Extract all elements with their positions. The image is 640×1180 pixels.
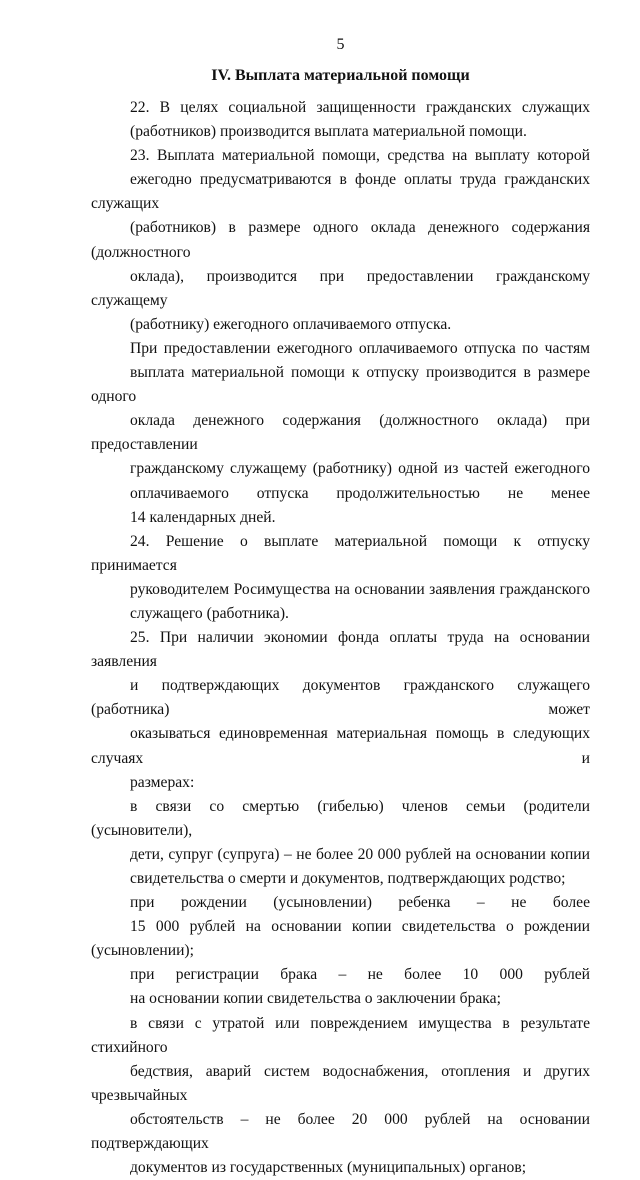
text-line: (работников) в размере одного оклада денежного содержания (должностного [91, 219, 590, 261]
text-line: 25. При наличии экономии фонда оплаты труда на основании заявления [91, 629, 590, 671]
text-line: служащего (работника). [130, 604, 289, 622]
text-line: 23. Выплата материальной помощи, средства на выплату которой [130, 147, 590, 165]
case-marriage-registration [91, 963, 590, 1011]
paragraph-24 [91, 530, 590, 626]
text-line: 22. В целях социальной защищенности гражданских служащих [130, 99, 590, 116]
text-line: ежегодно предусматриваются в фонде оплаты труда гражданских служащих [91, 171, 590, 213]
case-birth-of-child [91, 891, 590, 963]
text-line: 15 000 рублей на основании копии свидетельства о рождении (усыновлении); [91, 918, 590, 960]
section-title: IV. Выплата материальной помощи [211, 67, 470, 84]
text-line: и подтверждающих документов гражданского служащего (работника) может [91, 677, 590, 719]
page-number: 5 [336, 36, 345, 53]
text-line: документов из государственных (муниципальных) органов; [130, 1159, 527, 1177]
text-line: в связи с утратой или повреждением имущества в результате стихийного [91, 1014, 590, 1056]
text-line: на основании копии свидетельства о заключении брака; [130, 990, 501, 1008]
text-line: при рождении (усыновлении) ребенка – не более [130, 894, 590, 912]
case-death-of-family-member [91, 795, 590, 891]
text-line: (работников) производится выплата материальной помощи. [130, 123, 527, 141]
text-line: дети, супруг (супруга) – не более 20 000 рублей на основании копии [130, 845, 590, 863]
text-line: при регистрации брака – не более 10 000 рублей [130, 966, 590, 984]
case-property-loss [91, 1012, 590, 1180]
document-body [91, 96, 590, 1180]
text-line: выплата материальной помощи к отпуску производится в размере одного [91, 364, 590, 406]
text-line: 24. Решение о выплате материальной помощи к отпуску принимается [91, 532, 590, 574]
text-line: При предоставлении ежегодного оплачиваемого отпуска по частям [130, 339, 590, 357]
text-line: 14 календарных дней. [130, 508, 276, 526]
text-line: руководителем Росимущества на основании заявления гражданского [130, 580, 590, 598]
paragraph-22 [91, 96, 590, 144]
text-line: размерах: [130, 773, 195, 791]
paragraph-23 [91, 144, 590, 337]
paragraph-25 [91, 626, 590, 795]
text-line: оклада денежного содержания (должностного оклада) при предоставлении [91, 412, 590, 454]
text-line: (работнику) ежегодного оплачиваемого отпуска. [130, 315, 452, 333]
text-line: оказываться единовременная материальная помощь в следующих случаях и [91, 725, 590, 767]
paragraph-23-partial-leave [91, 337, 590, 530]
text-line: гражданскому служащему (работнику) одной из частей ежегодного [130, 460, 590, 478]
text-line: обстоятельств – не более 20 000 рублей на основании подтверждающих [91, 1110, 590, 1153]
text-line: оплачиваемого отпуска продолжительностью не менее [130, 484, 590, 502]
text-line: бедствия, аварий систем водоснабжения, отопления и других чрезвычайных [91, 1062, 590, 1104]
text-line: свидетельства о смерти и документов, подтверждающих родство; [130, 870, 566, 887]
text-line: оклада), производится при предоставлении гражданскому служащему [91, 267, 590, 309]
text-line: в связи со смертью (гибелью) членов семьи (родители (усыновители), [91, 797, 590, 839]
